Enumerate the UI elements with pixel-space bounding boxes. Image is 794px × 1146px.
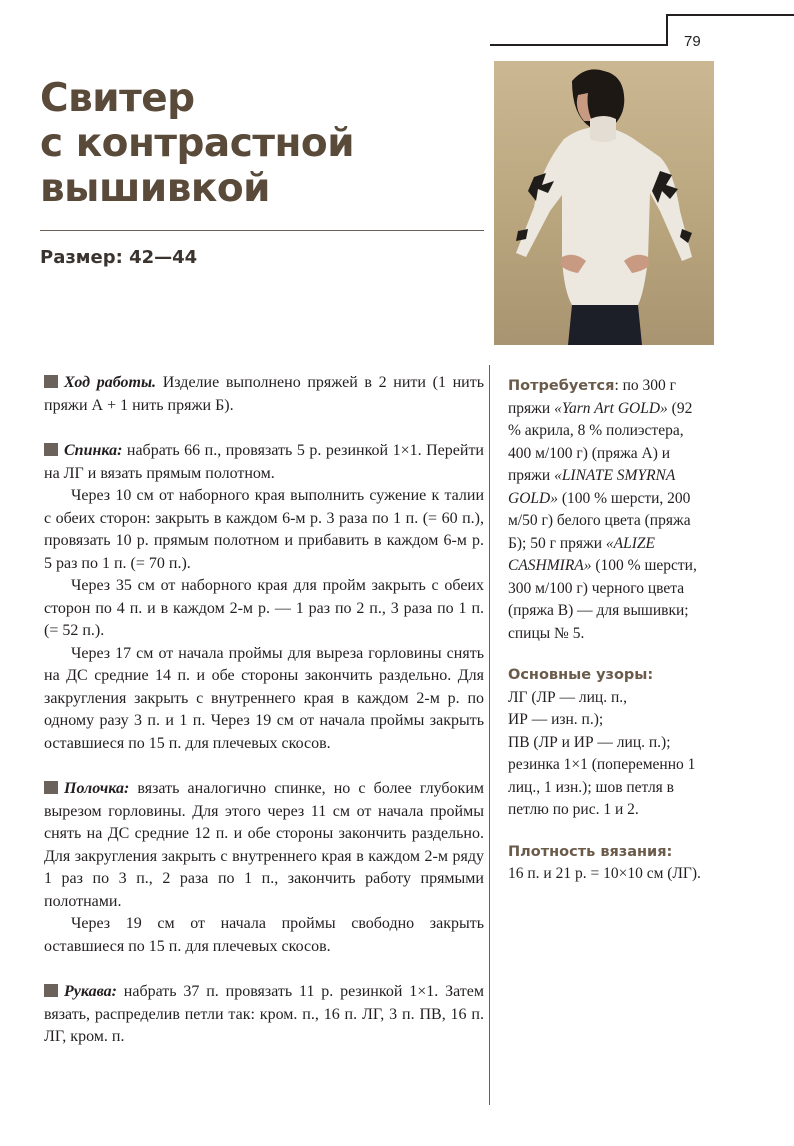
section-marker-icon <box>44 984 58 997</box>
title-line: с контрастной <box>40 121 355 166</box>
materials-text: (92 % акрила, 8 % полиэстера, 400 м/100 г) (пряжа А) и пряжи <box>508 399 693 484</box>
yarn-name: «ALIZE CASHMIRA» <box>508 534 655 574</box>
section-marker-icon <box>44 443 58 456</box>
paragraph-text: Через 19 см от начала проймы свободно закрыть оставшиеся по 15 п. для плечевых скосов. <box>44 915 484 955</box>
paragraph-text: набрать 37 п. провязать 11 р. резинкой 1×1. Затем вязать, распределив петли так: кром. п., 16 п. ЛГ, 3 п. ПВ, 16 п. ЛГ, кром. п. <box>44 983 484 1045</box>
materials-block <box>508 375 708 645</box>
paragraph-text: вязать аналогично спинке, но с более глубоким вырезом горловины. Для этого через 11 см от начала проймы снять на ДС средние 12 п. и обе стороны закончить раздельно. Для закругления закрыть с внутреннего края в каждом 2-м ряду 1 раз по 3 п., 2 раза по 1 п., закончить работу прямыми полотнами. <box>44 780 484 910</box>
title-divider <box>40 230 484 231</box>
pattern-line: ИР — изн. п.); <box>508 711 604 728</box>
paragraph-text: набрать 66 п., провязать 5 р. резинкой 1×1. Перейти на ЛГ и вязать прямым полотном. <box>44 442 484 482</box>
model-photo <box>494 61 714 345</box>
title-line: вышивкой <box>40 166 270 211</box>
section-marker-icon <box>44 375 58 388</box>
page-frame-line <box>666 14 794 16</box>
gauge-heading: Плотность вязания: <box>508 843 673 860</box>
size-label: Размер: 42—44 <box>40 247 198 268</box>
paragraph-back <box>44 440 484 485</box>
paragraph-front <box>44 778 484 913</box>
section-marker-icon <box>44 781 58 794</box>
paragraph-work <box>44 372 484 417</box>
materials-text: (100 % шерсти, 300 м/100 г) черного цвета (пряжа В) — для вышивки; спицы № 5. <box>508 557 697 642</box>
paragraph-sleeves <box>44 981 484 1049</box>
instructions-column <box>44 372 484 1049</box>
page-frame-line <box>666 14 668 45</box>
yarn-name: «LINATE SMYRNA GOLD» <box>508 467 676 507</box>
patterns-heading: Основные узоры: <box>508 667 654 683</box>
pattern-line: ЛГ (ЛР — лиц. п., <box>508 688 628 706</box>
paragraph-text: Через 17 см от начала проймы для выреза горловины снять на ДС средние 14 п. и обе стороны закончить раздельно. Для закругления закрыть с внутреннего края в каждом 2-м р. по одному разу 3 п. и 1 п. Через 19 см от начала проймы закрыть оставшиеся по 15 п. для плечевых скосов. <box>44 644 484 752</box>
paragraph-text: Изделие выполнено пряжей в 2 нити (1 нить пряжи А + 1 нить пряжи Б). <box>44 374 485 414</box>
section-lead: Ход работы. <box>64 374 157 391</box>
materials-text: (100 % шерсти, 200 м/50 г) белого цвета (пряжа Б); 50 г пряжи <box>508 489 691 552</box>
paragraph-text: Через 10 см от наборного края выполнить сужение к талии с обеих сторон: закрыть в каждом 6-м р. 3 раза по 1 п. (= 60 п.), провязать 10 р. прямым полотном и прибавить в каждом 6-м р. 5 раз по 1 п. (= 70 п.). <box>44 487 484 572</box>
model-photo-illustration <box>494 61 714 345</box>
page-number: 79 <box>684 33 701 50</box>
section-lead: Спинка: <box>64 442 123 459</box>
pattern-line: ПВ (ЛР и ИР — лиц. п.); <box>508 733 671 751</box>
title-line: Свитер <box>40 76 195 121</box>
page-frame-line <box>490 44 668 46</box>
paragraph-text: Через 35 см от наборного края для пройм закрыть с обеих сторон по 4 п. и в каждом 2-м р. — 1 раз по 2 п., 3 раза по 1 п. (= 52 п.). <box>44 577 484 639</box>
section-lead: Рукава: <box>64 983 117 1000</box>
yarn-name: «Yarn Art GOLD» <box>554 399 668 417</box>
materials-heading: Потребуется <box>508 378 615 394</box>
gauge-text: 16 п. и 21 р. = 10×10 см (ЛГ). <box>508 865 701 882</box>
materials-text: : по 300 г пряжи <box>508 377 677 417</box>
column-divider <box>489 365 490 1105</box>
pattern-line: резинка 1×1 (попеременно 1 лиц., 1 изн.); шов петля в петлю по рис. 1 и 2. <box>508 756 696 818</box>
section-lead: Полочка: <box>64 780 130 797</box>
materials-sidebar <box>508 375 708 886</box>
page-title <box>40 76 480 211</box>
